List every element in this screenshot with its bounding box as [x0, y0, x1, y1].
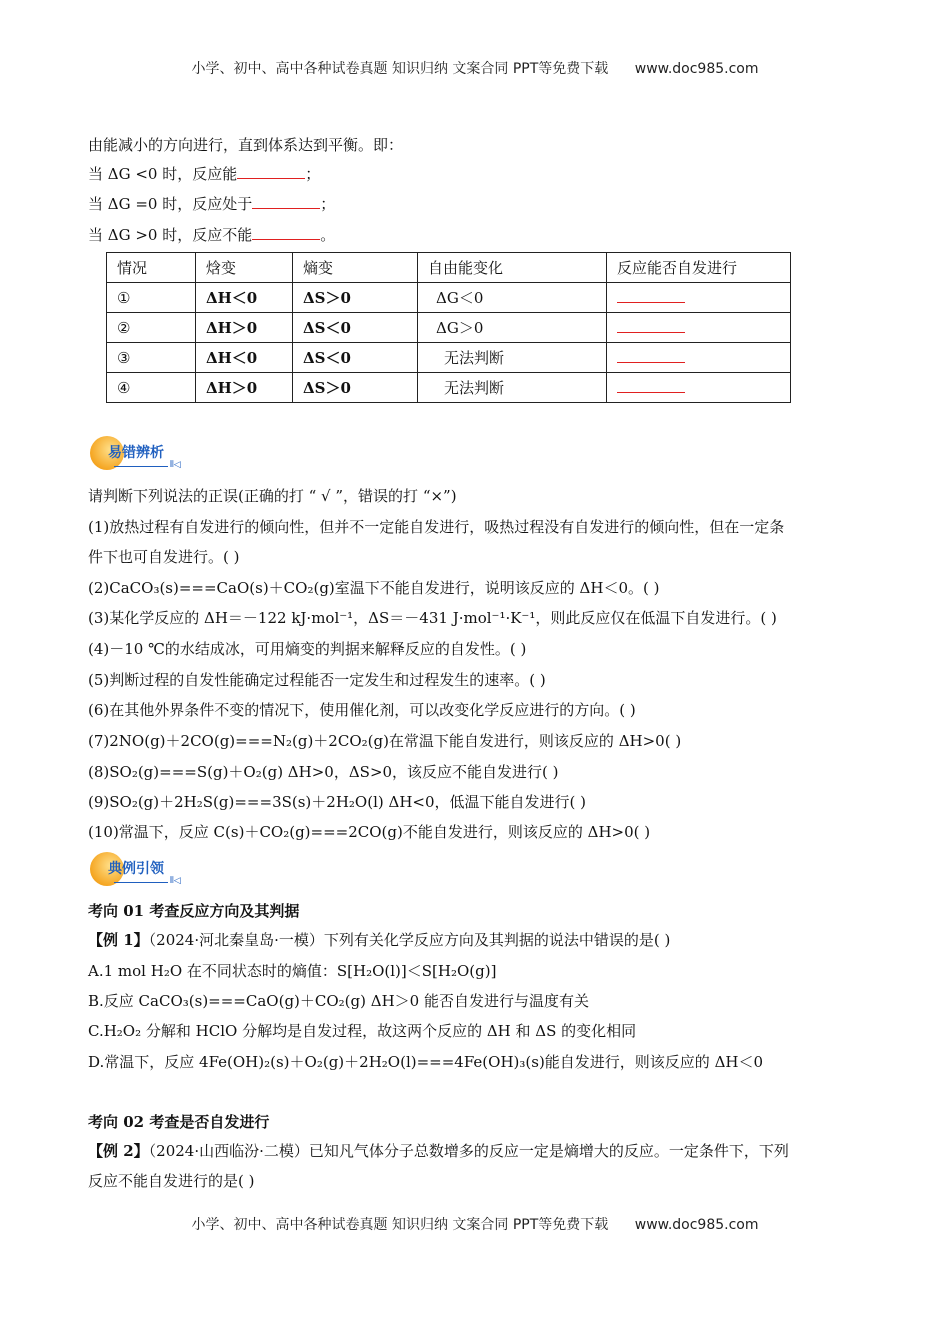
intro-line-2 [88, 163, 320, 184]
judge-q5: (5)判断过程的自发性能确定过程能否一定发生和过程发生的速率。( ) [88, 671, 546, 689]
table-row [107, 373, 791, 403]
answer-blank[interactable] [237, 166, 305, 179]
intro-line-4-end: 。 [320, 226, 336, 244]
example-text: （2024·山西临汾·二模）已知凡气体分子总数增多的反应一定是熵增大的反应。一定条件下，下列 [148, 1142, 789, 1160]
answer-blank[interactable] [252, 196, 320, 209]
badge-mark-icon: ⫴◁ [170, 876, 181, 886]
intro-line-2-end: ； [305, 165, 321, 183]
answer-cell [607, 373, 791, 403]
judge-q2: (2)CaCO₃(s)===CaO(s)＋CO₂(g)室温下不能自发进行，说明该反应的 ΔH＜0。( ) [88, 579, 660, 597]
answer-blank[interactable] [617, 380, 685, 393]
example-2 [88, 1140, 789, 1161]
section2-title: 考向 02 考查是否自发进行 [88, 1113, 270, 1131]
badge-underline [114, 882, 168, 883]
example-1 [88, 929, 670, 950]
answer-blank[interactable] [617, 290, 685, 303]
example-2-cont: 反应不能自发进行的是( ) [88, 1172, 255, 1190]
table-cell: ΔH＜0 [196, 283, 293, 313]
table-row [107, 313, 791, 343]
judge-q10: (10)常温下，反应 C(s)＋CO₂(g)===2CO(g)不能自发进行，则该反应的 ΔH>0( ) [88, 823, 651, 841]
header-cell: 自由能变化 [418, 253, 607, 283]
judge-q1b: 件下也可自发进行。( ) [88, 548, 240, 566]
footer-text: 小学、初中、高中各种试卷真题 知识归纳 文案合同 PPT等免费下载 [191, 1217, 609, 1233]
intro-line-2-text: 当 ΔG <0 时，反应能 [88, 165, 238, 183]
judge-q1a: (1)放热过程有自发进行的倾向性，但并不一定能自发进行，吸热过程没有自发进行的倾向性，但在一定条 [88, 518, 785, 536]
intro-line-3-text: 当 ΔG =0 时，反应处于 [88, 195, 253, 213]
example-label: 【例 1】 [88, 931, 149, 949]
judge-q9: (9)SO₂(g)＋2H₂S(g)===3S(s)＋2H₂O(l) ΔH<0，低温下能自发进行( ) [88, 793, 586, 811]
section1-title: 考向 01 考查反应方向及其判据 [88, 902, 300, 920]
footer-site[interactable]: www.doc985.com [634, 1217, 759, 1233]
option-b: B.反应 CaCO₃(s)===CaO(g)＋CO₂(g) ΔH＞0 能否自发进行与温度有关 [88, 992, 589, 1010]
table-cell: ΔS＜0 [293, 343, 418, 373]
page-header [0, 58, 950, 78]
table-cell: 无法判断 [418, 343, 607, 373]
table-cell: ④ [107, 373, 196, 403]
intro-line-1: 由能减小的方向进行，直到体系达到平衡。即： [88, 136, 404, 154]
free-energy-table [106, 252, 791, 403]
badge-label: 易错辨析 [108, 445, 164, 461]
option-d: D.常温下，反应 4Fe(OH)₂(s)＋O₂(g)＋2H₂O(l)===4Fe(OH)₃(s)能自发进行，则该反应的 ΔH＜0 [88, 1053, 764, 1071]
errors-badge [90, 436, 182, 472]
badge-label: 典例引领 [108, 861, 164, 877]
answer-blank[interactable] [252, 227, 320, 240]
table-cell: ΔS＜0 [293, 313, 418, 343]
intro-line-3 [88, 193, 335, 214]
answer-cell [607, 343, 791, 373]
answer-blank[interactable] [617, 320, 685, 333]
table-cell: ③ [107, 343, 196, 373]
table-cell: ΔH＜0 [196, 343, 293, 373]
table-cell: 无法判断 [418, 373, 607, 403]
table-cell: ΔH＞0 [196, 373, 293, 403]
badge-mark-icon: ⫴◁ [170, 460, 181, 470]
table-cell: ΔG＜0 [418, 283, 607, 313]
header-cell: 反应能否自发进行 [607, 253, 791, 283]
badge-underline [114, 466, 168, 467]
intro-line-4-text: 当 ΔG >0 时，反应不能 [88, 226, 253, 244]
judge-q3: (3)某化学反应的 ΔH＝－122 kJ·mol⁻¹，ΔS＝－431 J·mol⁻¹·K⁻¹，则此反应仅在低温下自发进行。( ) [88, 609, 777, 627]
table-cell: ΔG＞0 [418, 313, 607, 343]
table-row [107, 283, 791, 313]
table-cell: ① [107, 283, 196, 313]
option-a: A.1 mol H₂O 在不同状态时的熵值：S[H₂O(l)]＜S[H₂O(g)] [88, 962, 497, 980]
header-cell: 情况 [107, 253, 196, 283]
judge-q6: (6)在其他外界条件不变的情况下，使用催化剂，可以改变化学反应进行的方向。( ) [88, 701, 636, 719]
header-cell: 熵变 [293, 253, 418, 283]
answer-blank[interactable] [617, 350, 685, 363]
header-site[interactable]: www.doc985.com [634, 61, 759, 77]
table-cell: ΔH＞0 [196, 313, 293, 343]
judge-q4: (4)－10 ℃的水结成冰，可用熵变的判据来解释反应的自发性。( ) [88, 640, 527, 658]
table-cell: ΔS＞0 [293, 373, 418, 403]
header-text: 小学、初中、高中各种试卷真题 知识归纳 文案合同 PPT等免费下载 [191, 61, 609, 77]
intro-line-4 [88, 224, 335, 245]
table-cell: ② [107, 313, 196, 343]
judge-intro: 请判断下列说法的正误(正确的打 “ √ ”，错误的打 “×”) [88, 487, 457, 505]
answer-cell [607, 313, 791, 343]
example-label: 【例 2】 [88, 1142, 149, 1160]
intro-line-3-end: ； [320, 195, 336, 213]
judge-q7: (7)2NO(g)＋2CO(g)===N₂(g)＋2CO₂(g)在常温下能自发进行，则该反应的 ΔH>0( ) [88, 732, 682, 750]
header-cell: 焓变 [196, 253, 293, 283]
table-row [107, 343, 791, 373]
table-cell: ΔS＞0 [293, 283, 418, 313]
table-header-row [107, 253, 791, 283]
option-c: C.H₂O₂ 分解和 HClO 分解均是自发过程，故这两个反应的 ΔH 和 ΔS 的变化相同 [88, 1022, 637, 1040]
example-text: （2024·河北秦皇岛·一模）下列有关化学反应方向及其判据的说法中错误的是( ) [148, 931, 671, 949]
judge-q8: (8)SO₂(g)===S(g)＋O₂(g) ΔH>0，ΔS>0，该反应不能自发进行( ) [88, 763, 559, 781]
page-footer [0, 1214, 950, 1234]
examples-badge [90, 852, 182, 888]
answer-cell [607, 283, 791, 313]
